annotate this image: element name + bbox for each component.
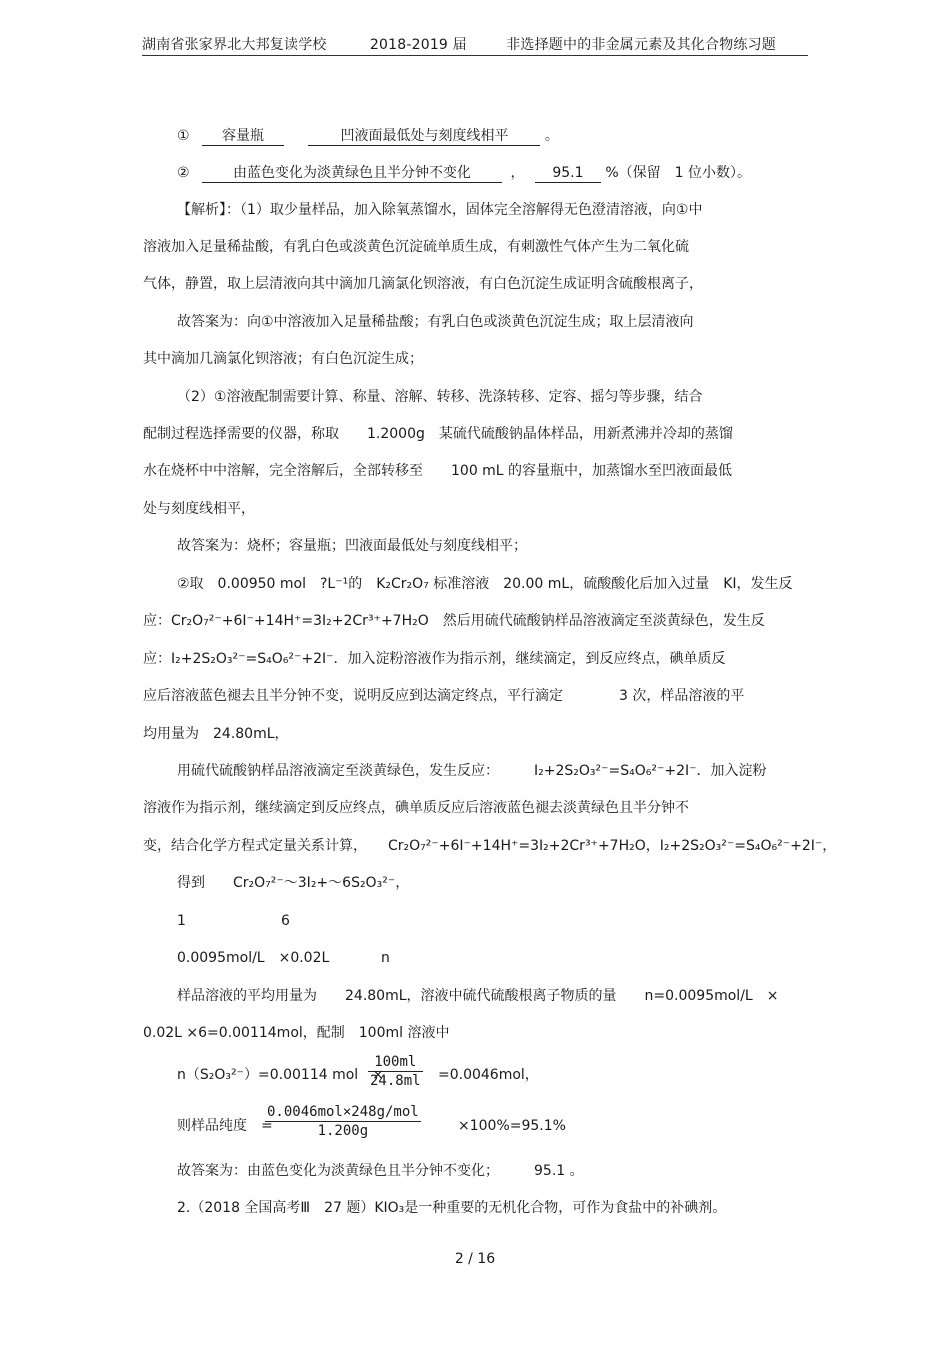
answer-end-1: 。	[544, 128, 559, 144]
analysis-line: 用硫代硫酸钠样品溶液滴定至淡黄绿色，发生反应： I₂+2S₂O₃²⁻=S₄O₆²⁻+2I⁻．加入淀粉	[177, 763, 767, 779]
moles-fraction-denominator: 24.8ml	[370, 1073, 421, 1089]
analysis-line: 应后溶液蓝色褪去且半分钟不变，说明反应到达滴定终点，平行滴定 3 次，样品溶液的平	[143, 688, 745, 704]
moles-fraction-numerator: 100ml	[374, 1054, 417, 1070]
answer-line-1	[177, 127, 559, 146]
analysis-line: 其中滴加几滴氯化钡溶液；有白色沉淀生成；	[143, 351, 423, 367]
analysis-line: （2）①溶液配制需要计算、称量、溶解、转移、洗涤转移、定容、摇匀等步骤，结合	[177, 389, 703, 405]
answer-blank-flask: 容量瓶	[202, 127, 284, 146]
header-year: 2018-2019 届	[369, 37, 467, 53]
analysis-line: 应：I₂+2S₂O₃²⁻=S₄O₆²⁻+2I⁻．加入淀粉溶液作为指示剂，继续滴定，到反应终点，碘单质反	[143, 651, 726, 667]
purity-fraction-numerator: 0.0046mol×248g/mol	[267, 1104, 419, 1120]
analysis-line: ②取 0.00950 mol ?L⁻¹的 K₂Cr₂O₇ 标准溶液 20.00 mL，硫酸酸化后加入过量 KI，发生反	[177, 576, 793, 592]
question-2-intro: 2.（2018 全国高考Ⅲ 27 题）KIO₃是一种重要的无机化合物，可作为食盐中的补碘剂。	[177, 1200, 727, 1216]
ratio-amount-cr: 0.0095mol/L ×0.02L	[177, 950, 330, 966]
fraction-bar	[368, 1071, 423, 1072]
analysis-line: 故答案为：向①中溶液加入足量稀盐酸；有乳白色或淡黄色沉淀生成；取上层清液向	[177, 314, 694, 330]
analysis-line: 【解析】：（1）取少量样品，加入除氧蒸馏水，固体完全溶解得无色澄清溶液，向①中	[177, 202, 703, 218]
answer-comma: ，	[510, 165, 525, 181]
analysis-line: 故答案为：由蓝色变化为淡黄绿色且半分钟不变化； 95.1 。	[177, 1163, 584, 1179]
purity-fraction-denominator: 1.200g	[317, 1123, 369, 1139]
moles-calc-prefix: n（S₂O₃²⁻）=0.00114 mol ×	[177, 1067, 384, 1083]
page-number: 2 / 16	[454, 1251, 496, 1267]
analysis-line: 气体，静置，取上层清液向其中滴加几滴氯化钡溶液，有白色沉淀生成证明含硫酸根离子，	[143, 276, 703, 292]
analysis-line: 故答案为：烧杯；容量瓶；凹液面最低处与刻度线相平；	[177, 538, 527, 554]
analysis-line: 得到 Cr₂O₇²⁻～3I₂+～6S₂O₃²⁻，	[177, 875, 410, 891]
analysis-line: 溶液作为指示剂，继续滴定到反应终点，碘单质反应后溶液蓝色褪去淡黄绿色且半分钟不	[143, 800, 689, 816]
analysis-line: 溶液加入足量稀盐酸，有乳白色或淡黄色沉淀硫单质生成，有刺激性气体产生为二氧化硫	[143, 239, 689, 255]
answer-line-2	[177, 164, 751, 183]
header-title: 非选择题中的非金属元素及其化合物练习题	[506, 37, 777, 53]
analysis-line: 样品溶液的平均用量为 24.80mL，溶液中硫代硫酸根离子物质的量 n=0.0095mol/L ×	[177, 988, 779, 1004]
moles-fraction	[368, 1054, 423, 1089]
header-rule	[142, 55, 808, 56]
analysis-line: 变，结合化学方程式定量关系计算， Cr₂O₇²⁻+6I⁻+14H⁺=3I₂+2Cr³⁺+7H₂O，I₂+2S₂O₃²⁻=S₄O₆²⁻+2I⁻，	[143, 838, 837, 854]
answer-marker-1: ①	[177, 128, 190, 144]
analysis-line: 配制过程选择需要的仪器，称取 1.2000g 某硫代硫酸钠晶体样品，用新煮沸并冷却的蒸馏	[143, 426, 733, 442]
purity-calc-result: ×100%=95.1%	[458, 1118, 566, 1134]
header-school: 湖南省张家界北大邦复读学校	[142, 37, 327, 53]
analysis-line: 均用量为 24.80mL，	[143, 726, 289, 742]
answer-blank-purity: 95.1	[535, 164, 601, 183]
answer-blank-meniscus: 凹液面最低处与刻度线相平	[308, 127, 540, 146]
moles-calc-result: =0.0046mol，	[438, 1067, 539, 1083]
page-header	[142, 34, 808, 54]
ratio-amount-n: n	[381, 950, 390, 966]
analysis-line: 水在烧杯中中溶解，完全溶解后，全部转移至 100 mL 的容量瓶中，加蒸馏水至凹液面最低	[143, 463, 733, 479]
ratio-coefficient-cr: 1	[177, 913, 186, 929]
ratio-coefficient-thiosulfate: 6	[281, 913, 290, 929]
analysis-line: 0.02L ×6=0.00114mol，配制 100ml 溶液中	[143, 1025, 450, 1041]
fraction-bar	[265, 1121, 421, 1122]
answer-marker-2: ②	[177, 165, 190, 181]
analysis-line: 处与刻度线相平，	[143, 501, 255, 517]
purity-fraction	[265, 1104, 421, 1139]
analysis-line: 应：Cr₂O₇²⁻+6I⁻+14H⁺=3I₂+2Cr³⁺+7H₂O 然后用硫代硫酸钠样品溶液滴定至淡黄绿色，发生反	[143, 613, 765, 629]
purity-calc-prefix: 则样品纯度 =	[177, 1118, 273, 1134]
answer-suffix: %（保留 1 位小数）。	[605, 165, 752, 181]
answer-blank-color-change: 由蓝色变化为淡黄绿色且半分钟不变化	[202, 164, 502, 183]
